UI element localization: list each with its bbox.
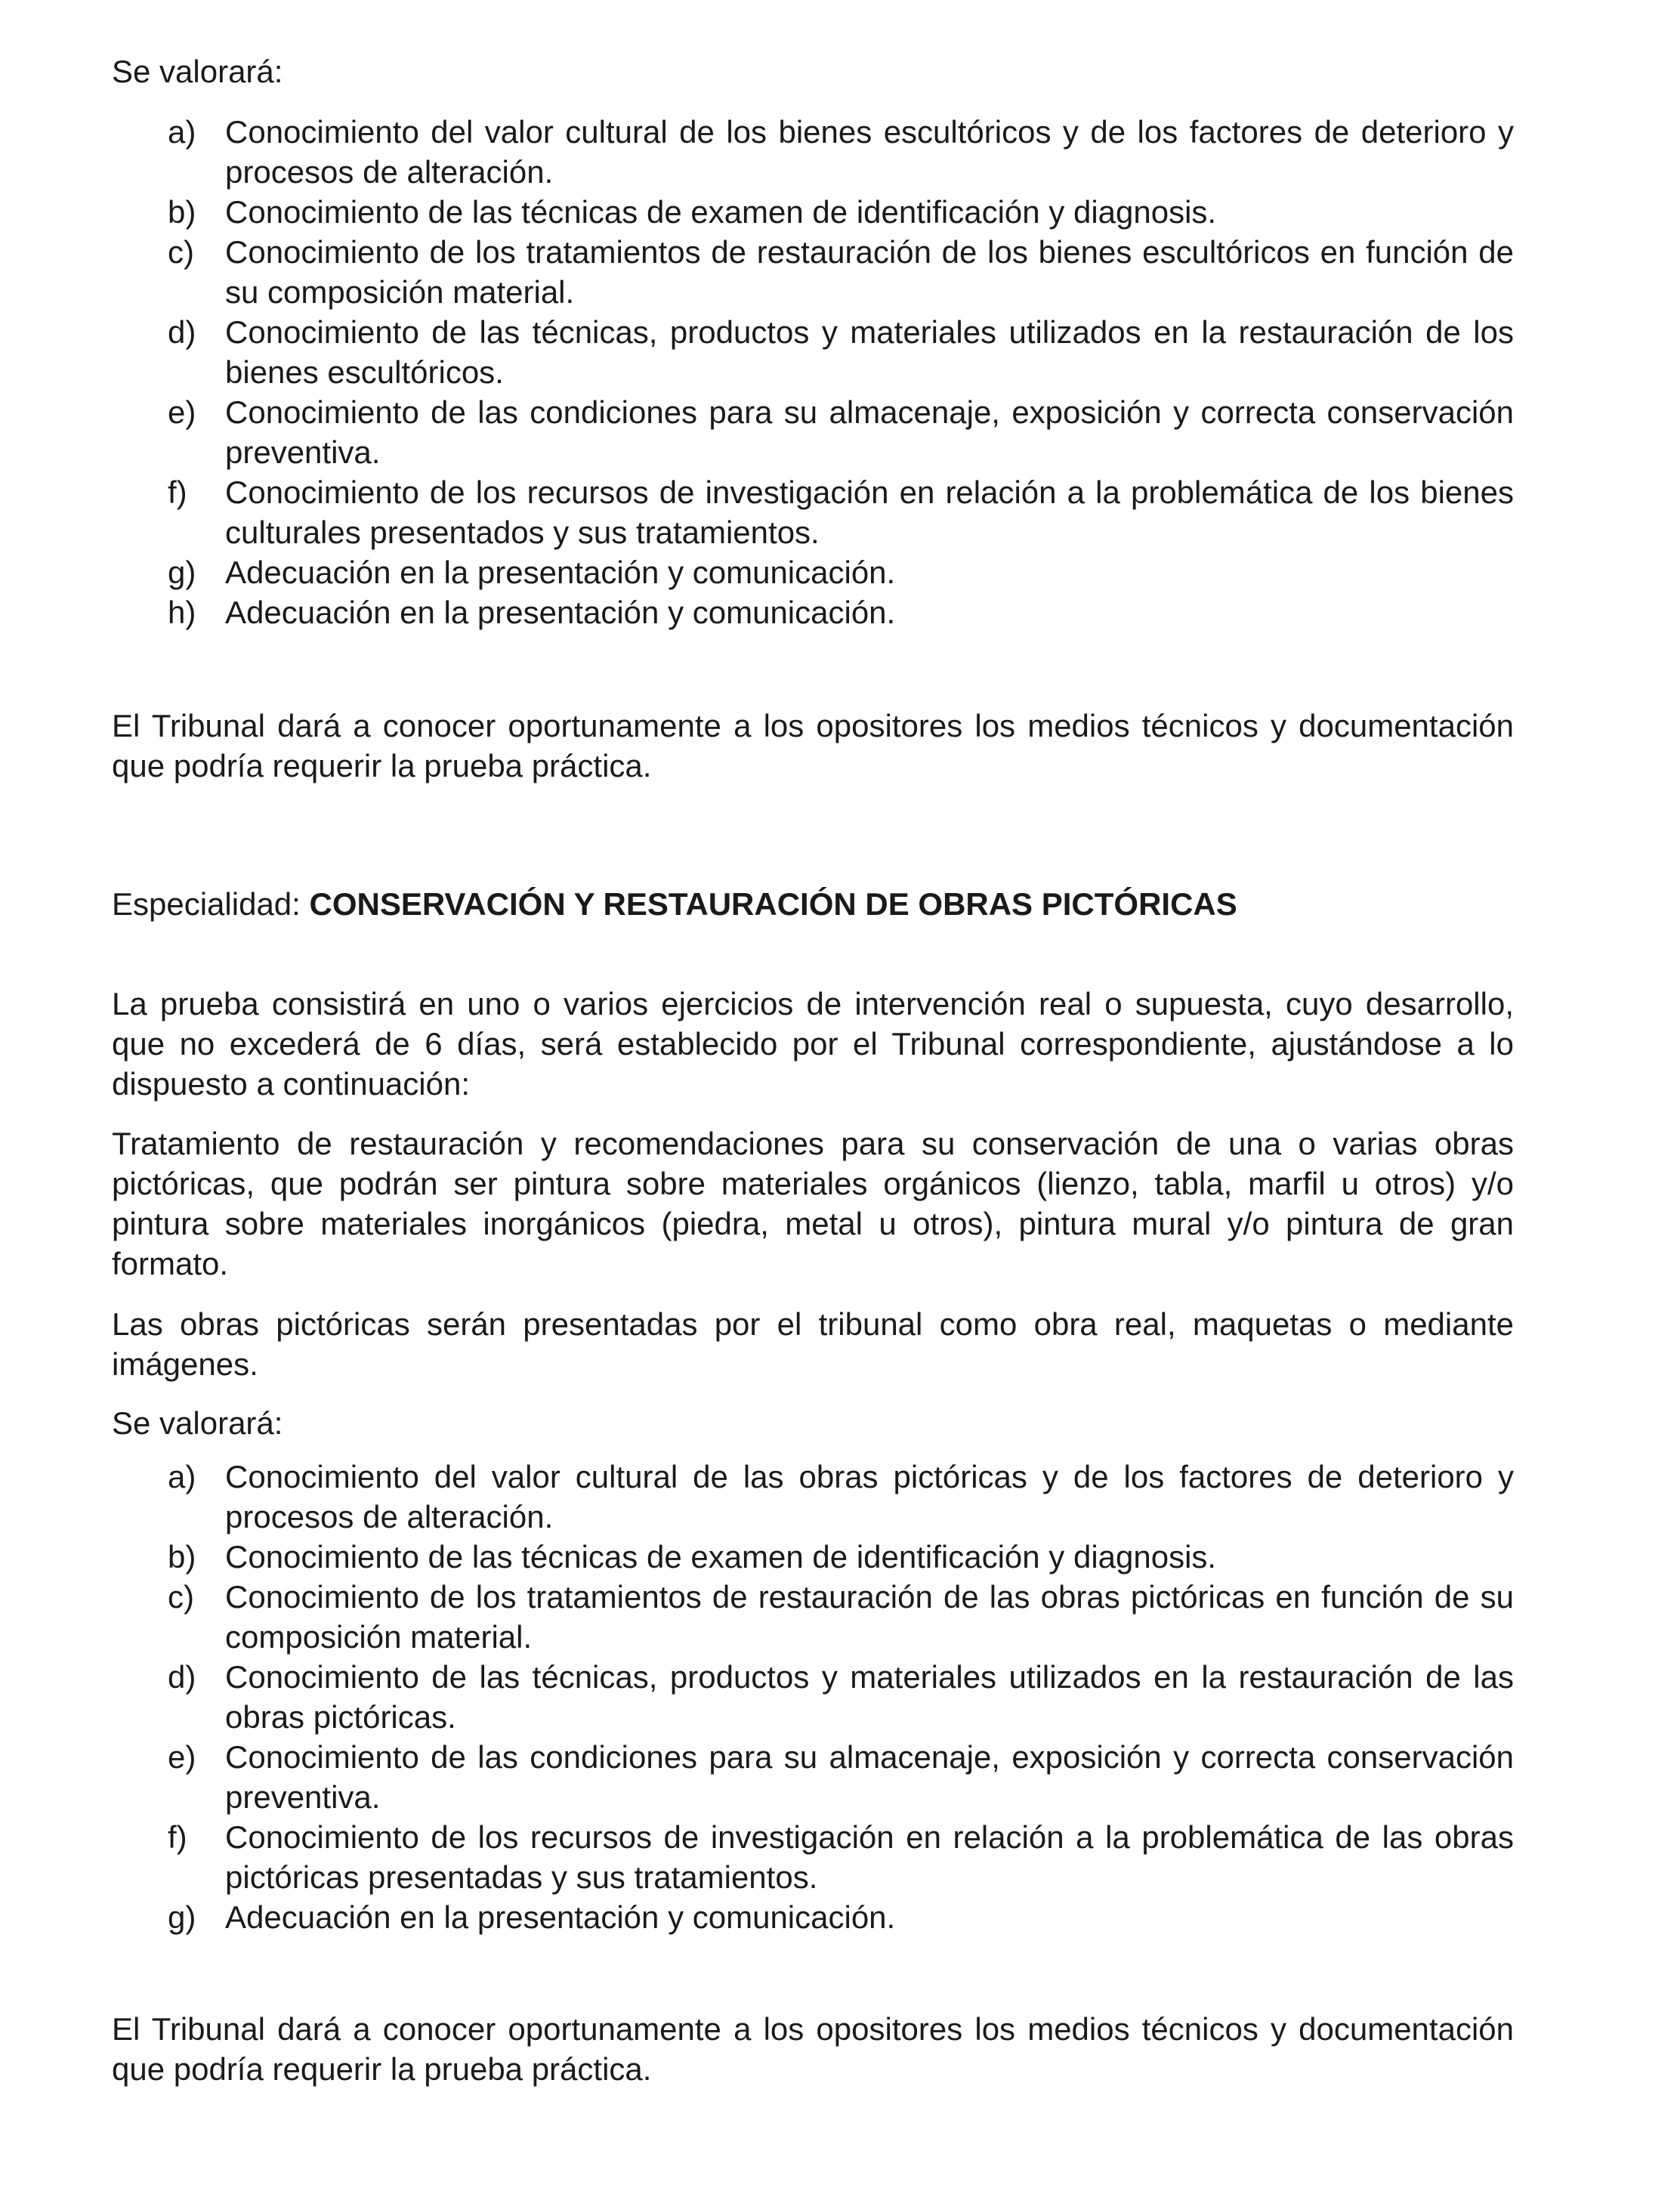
section2-tribunal-block bbox=[112, 2009, 1514, 2089]
list-marker: b) bbox=[168, 194, 196, 230]
list-item bbox=[112, 552, 1514, 592]
list-item-text: Conocimiento de las técnicas, productos y materiales utilizados en la restauración de las obras pictóricas. bbox=[225, 1659, 1514, 1735]
list-item bbox=[112, 1457, 1514, 1537]
list-marker: g) bbox=[168, 555, 196, 590]
list-item bbox=[112, 472, 1514, 552]
list-marker: e) bbox=[168, 1739, 196, 1775]
section1-criteria-block bbox=[112, 112, 1514, 632]
especialidad-label: Especialidad: bbox=[112, 886, 310, 922]
list-item-text: Adecuación en la presentación y comunicación. bbox=[225, 1899, 896, 1935]
list-marker: c) bbox=[168, 1579, 194, 1615]
list-marker: a) bbox=[168, 1459, 196, 1494]
tribunal-note: El Tribunal dará a conocer oportunamente a los opositores los medios técnicos y documentación que podría requerir la prueba práctica. bbox=[112, 708, 1514, 783]
list-item-text: Conocimiento de los tratamientos de restauración de los bienes escultóricos en función de su composición material. bbox=[225, 234, 1514, 310]
criteria-list bbox=[112, 112, 1514, 632]
list-item bbox=[112, 112, 1514, 192]
list-item-text: Adecuación en la presentación y comunicación. bbox=[225, 595, 896, 630]
list-item bbox=[112, 232, 1514, 312]
list-item-text: Conocimiento de los tratamientos de restauración de las obras pictóricas en función de su composición material. bbox=[225, 1579, 1514, 1655]
list-marker: b) bbox=[168, 1539, 196, 1575]
list-marker: c) bbox=[168, 234, 194, 270]
list-marker: e) bbox=[168, 394, 196, 430]
presentacion-block bbox=[112, 1304, 1514, 1384]
list-item bbox=[112, 1737, 1514, 1817]
list-item-text: Conocimiento de los recursos de investigación en relación a la problemática de los bienes culturales presentados y sus tratamientos. bbox=[225, 474, 1514, 550]
list-item bbox=[112, 1897, 1514, 1937]
intro-block bbox=[112, 984, 1514, 1104]
list-item bbox=[112, 592, 1514, 632]
section2-valorara-block bbox=[112, 1403, 1514, 1443]
presentacion-paragraph: Las obras pictóricas serán presentadas por el tribunal como obra real, maquetas o mediante imágenes. bbox=[112, 1306, 1514, 1382]
list-item-text: Conocimiento de las técnicas de examen de identificación y diagnosis. bbox=[225, 194, 1217, 230]
list-marker: a) bbox=[168, 114, 196, 150]
list-item bbox=[112, 1537, 1514, 1577]
list-item-text: Conocimiento del valor cultural de las obras pictóricas y de los factores de deterioro y procesos de alteración. bbox=[225, 1459, 1514, 1534]
list-item bbox=[112, 1577, 1514, 1657]
list-item bbox=[112, 1657, 1514, 1737]
list-marker: g) bbox=[168, 1899, 196, 1935]
intro-paragraph: La prueba consistirá en uno o varios ejercicios de intervención real o supuesta, cuyo desarrollo, que no excederá de 6 días, será establecido por el Tribunal correspondiente, ajustándose a lo dispuesto a continuación: bbox=[112, 986, 1514, 1102]
list-item-text: Conocimiento del valor cultural de los bienes escultóricos y de los factores de deterioro y procesos de alteración. bbox=[225, 114, 1514, 190]
list-item bbox=[112, 1817, 1514, 1897]
list-item bbox=[112, 192, 1514, 232]
list-item bbox=[112, 392, 1514, 472]
list-marker: d) bbox=[168, 1659, 196, 1695]
section1-tribunal-block bbox=[112, 706, 1514, 786]
list-item-text: Conocimiento de los recursos de investigación en relación a la problemática de las obras pictóricas presentadas y sus tratamientos. bbox=[225, 1819, 1514, 1895]
section1-valorara-block bbox=[112, 51, 1514, 91]
criteria-list bbox=[112, 1457, 1514, 1937]
especialidad-block bbox=[112, 884, 1514, 924]
tribunal-note: El Tribunal dará a conocer oportunamente a los opositores los medios técnicos y documentación que podría requerir la prueba práctica. bbox=[112, 2011, 1514, 2087]
especialidad-value: CONSERVACIÓN Y RESTAURACIÓN DE OBRAS PICTÓRICAS bbox=[309, 886, 1237, 922]
tratamiento-block bbox=[112, 1123, 1514, 1284]
list-item-text: Conocimiento de las condiciones para su almacenaje, exposición y correcta conservación preventiva. bbox=[225, 394, 1514, 470]
section2-criteria-block bbox=[112, 1457, 1514, 1937]
list-item-text: Adecuación en la presentación y comunicación. bbox=[225, 555, 896, 590]
list-item bbox=[112, 312, 1514, 392]
especialidad-heading bbox=[112, 884, 1514, 924]
list-marker: f) bbox=[168, 1819, 187, 1855]
list-marker: h) bbox=[168, 595, 196, 630]
list-item-text: Conocimiento de las condiciones para su almacenaje, exposición y correcta conservación preventiva. bbox=[225, 1739, 1514, 1815]
list-item-text: Conocimiento de las técnicas, productos y materiales utilizados en la restauración de los bienes escultóricos. bbox=[225, 314, 1514, 390]
se-valorara-label: Se valorará: bbox=[112, 1405, 283, 1441]
tratamiento-paragraph: Tratamiento de restauración y recomendaciones para su conservación de una o varias obras pictóricas, que podrán ser pintura sobre materiales orgánicos (lienzo, tabla, marfil u otros) y/o pintura sobre materiales inorgánicos (piedra, metal u otros), pintura mural y/o pintura de gran formato. bbox=[112, 1126, 1514, 1281]
list-item-text: Conocimiento de las técnicas de examen de identificación y diagnosis. bbox=[225, 1539, 1217, 1575]
list-marker: d) bbox=[168, 314, 196, 350]
list-marker: f) bbox=[168, 474, 187, 510]
se-valorara-label: Se valorará: bbox=[112, 54, 283, 89]
